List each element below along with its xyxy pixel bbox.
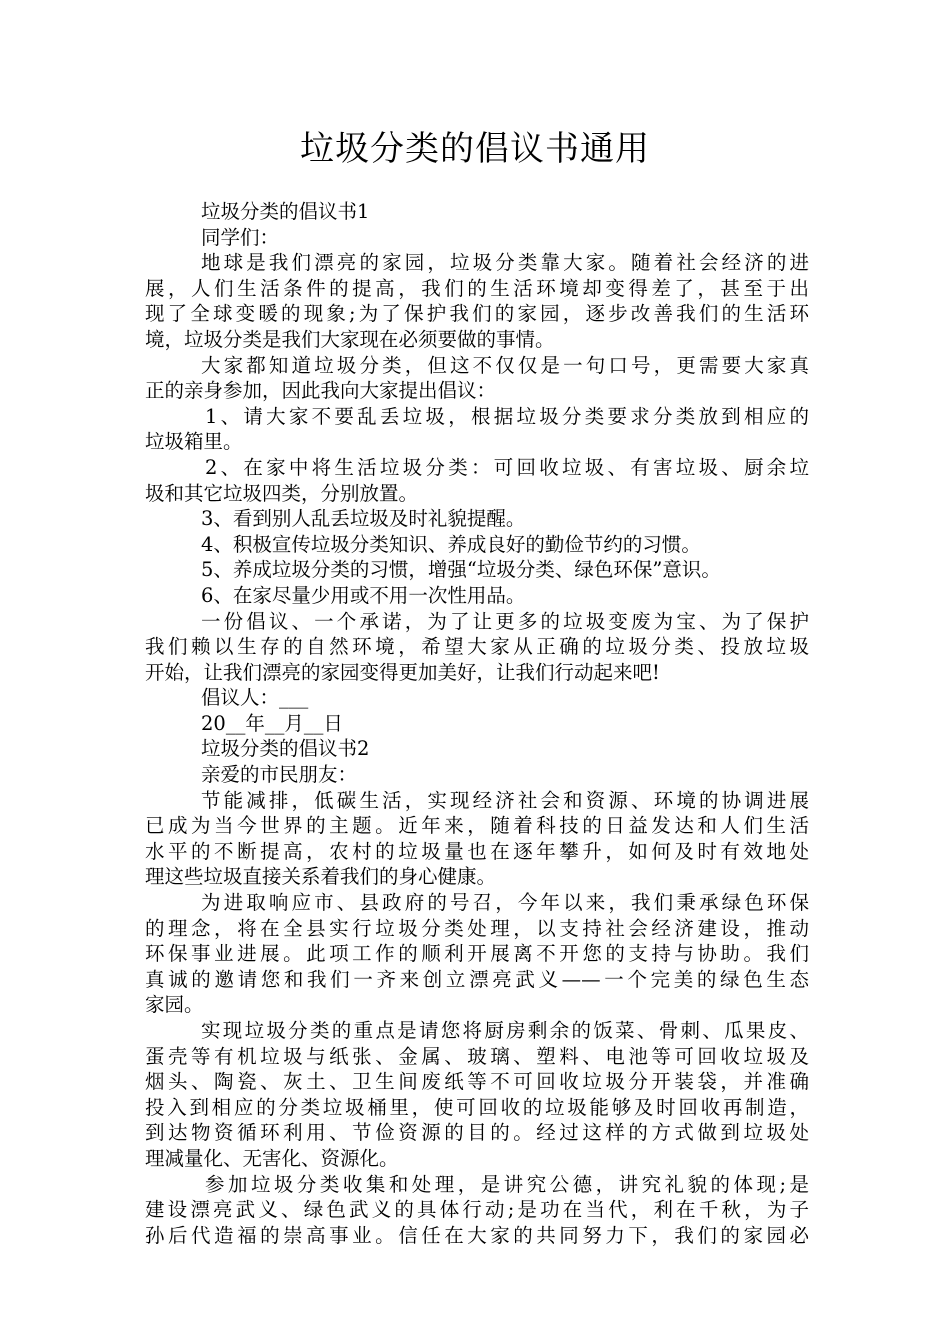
text-line: 垃圾分类的倡议书2	[201, 737, 370, 761]
text-line: 孙后代造福的崇高事业。信任在大家的共同努力下，我们的家园必	[145, 1223, 809, 1247]
text-line: 烟头、陶瓷、灰土、卫生间废纸等不可回收垃圾分开装袋，并准确	[145, 1070, 809, 1094]
document-title: 垃圾分类的倡议书通用	[300, 129, 650, 169]
text-line: 地球是我们漂亮的家园，垃圾分类靠大家。随着社会经济的进	[201, 251, 809, 275]
text-line: 3、看到别人乱丢垃圾及时礼貌提醒。	[201, 507, 526, 531]
text-line: 已成为当今世界的主题。近年来，随着科技的日益发达和人们生活	[145, 814, 809, 838]
text-line: 6、在家尽量少用或不用一次性用品。	[201, 583, 526, 607]
text-line: 一份倡议、一个承诺，为了让更多的垃圾变废为宝、为了保护	[201, 609, 809, 633]
text-line: 垃圾箱里。	[145, 430, 243, 454]
text-line: 节能减排，低碳生活，实现经济社会和资源、环境的协调进展	[201, 788, 809, 812]
text-line: 展，人们生活条件的提高，我们的生活环境却变得差了，甚至于出	[145, 276, 809, 300]
text-line: 圾和其它垃圾四类，分别放置。	[145, 481, 419, 505]
text-line: 2、在家中将生活垃圾分类：可回收垃圾、有害垃圾、厨余垃	[205, 455, 809, 479]
text-line: 现了全球变暖的现象;为了保护我们的家园，逐步改善我们的生活环	[145, 302, 809, 326]
text-line: 实现垃圾分类的重点是请您将厨房剩余的饭菜、骨刺、瓜果皮、	[201, 1019, 809, 1042]
text-line: 亲爱的市民朋友：	[201, 763, 358, 787]
text-line: 蛋壳等有机垃圾与纸张、金属、玻璃、塑料、电池等可回收垃圾及	[145, 1044, 809, 1068]
text-line: 建设漂亮武义、绿色武义的具体行动;是功在当代，利在千秋，为子	[145, 1198, 809, 1222]
text-line: 5、养成垃圾分类的习惯，增强“垃圾分类、绿色环保”意识。	[201, 558, 721, 582]
text-line: 的理念，将在全县实行垃圾分类处理，以支持社会经济建设，推动	[145, 916, 809, 940]
text-line: 理减量化、无害化、资源化。	[145, 1146, 399, 1170]
text-line: 理这些垃圾直接关系着我们的身心健康。	[145, 865, 497, 889]
text-line: 4、积极宣传垃圾分类知识、养成良好的勤俭节约的习惯。	[201, 532, 701, 556]
text-line: 到达物资循环利用、节俭资源的目的。经过这样的方式做到垃圾处	[145, 1121, 809, 1145]
text-line: 垃圾分类的倡议书1	[201, 200, 370, 223]
text-line: 1、请大家不要乱丢垃圾，根据垃圾分类要求分类放到相应的	[205, 404, 809, 428]
text-line: 投入到相应的分类垃圾桶里，使可回收的垃圾能够及时回收再制造，	[145, 1095, 809, 1119]
text-line: 真诚的邀请您和我们一齐来创立漂亮武义——一个完美的绿色生态	[145, 967, 809, 991]
text-line: 我们赖以生存的自然环境，希望大家从正确的垃圾分类、投放垃圾	[145, 635, 809, 659]
text-line: 为进取响应市、县政府的号召，今年以来，我们秉承绿色环保	[201, 891, 809, 915]
document-body	[145, 199, 809, 1248]
text-line: 参加垃圾分类收集和处理，是讲究公德，讲究礼貌的体现;是	[205, 1172, 809, 1196]
text-line: 正的亲身参加，因此我向大家提出倡议：	[145, 379, 497, 403]
text-line: 同学们：	[201, 225, 280, 249]
text-line: 20__年__月__日	[201, 711, 343, 735]
text-line: 环保事业进展。此项工作的顺利开展离不开您的支持与协助。我们	[145, 942, 809, 966]
text-line: 倡议人：___	[201, 686, 309, 710]
text-line: 水平的不断提高，农村的垃圾量也在逐年攀升，如何及时有效地处	[145, 839, 809, 863]
text-line: 境，垃圾分类是我们大家现在必须要做的事情。	[145, 327, 555, 351]
text-line: 开始，让我们漂亮的家园变得更加美好，让我们行动起来吧!	[145, 660, 660, 684]
text-line: 大家都知道垃圾分类，但这不仅仅是一句口号，更需要大家真	[201, 353, 809, 377]
text-line: 家园。	[145, 993, 204, 1017]
